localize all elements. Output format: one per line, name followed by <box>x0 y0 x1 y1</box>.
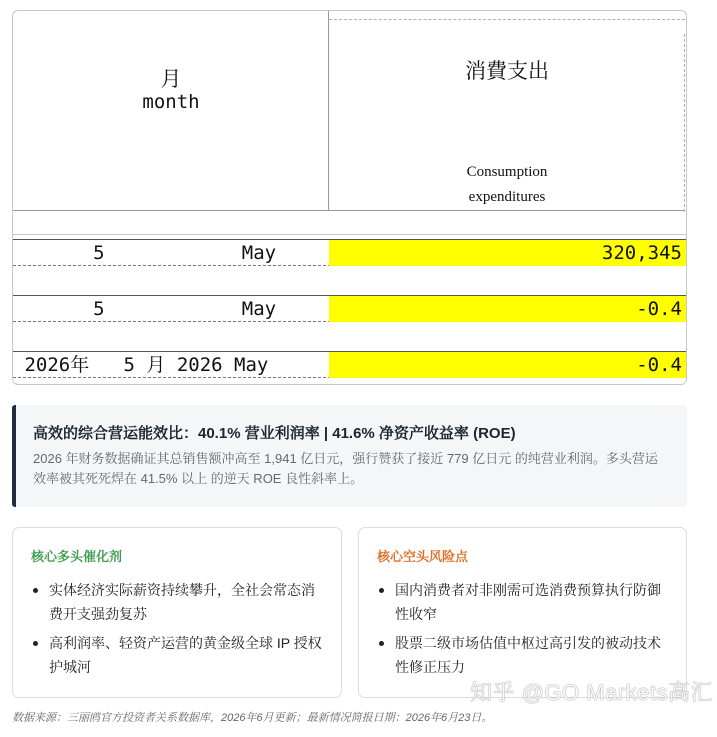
bullet-icon <box>379 641 384 646</box>
row-month-label: 5 May <box>13 298 277 320</box>
bear-list <box>377 578 668 679</box>
bull-list <box>31 578 323 679</box>
month-header-en: month <box>142 91 200 113</box>
bullet-icon <box>379 588 384 593</box>
consumption-header-en-line2: expenditures <box>468 189 546 205</box>
consumption-header-cn: 消費支出 <box>465 59 549 83</box>
bullet-icon <box>33 641 38 646</box>
headline-title: 高效的综合营运能效比：40.1% 营业利润率 | 41.6% 净资产收益率 (ROE) <box>33 425 516 442</box>
row-month-label: 2026年 5 月 2026 May <box>13 354 269 376</box>
month-header-cn: 月 <box>160 67 182 91</box>
headline-body: 2026 年财务数据确证其总销售额冲高至 1,941 亿日元，强行赞获了接近 779 亿日元 的纯营业利润。多头营运效率被其死死焊在 41.5% 以上 的逆天 ROE 良性斜率上。 <box>33 451 658 486</box>
bear-item-text: 国内消费者对非刚需可选消费预算执行防御性收窄 <box>395 582 661 622</box>
headline-summary-box <box>12 405 687 507</box>
bear-item-text: 股票二级市场估值中枢过高引发的被动技术性修正压力 <box>395 635 661 675</box>
row-month-label: 5 May <box>13 242 277 264</box>
bear-risks-card <box>358 527 687 698</box>
row-value-cell: -0.4 <box>329 352 686 378</box>
list-item <box>377 631 668 679</box>
bull-catalysts-card <box>12 527 342 698</box>
row-value-cell: -0.4 <box>329 296 686 322</box>
watermark-text: 知乎 @GO Markets高汇 <box>470 680 714 705</box>
list-item <box>31 578 323 626</box>
table-divider <box>13 234 686 235</box>
bull-item-text: 实体经济实际薪资持续攀升，全社会常态消费开支强劲复苏 <box>49 582 315 622</box>
consumption-header-cell <box>329 19 685 211</box>
table-row <box>13 295 686 322</box>
table-row <box>13 239 686 266</box>
bullet-icon <box>33 588 38 593</box>
bear-card-title: 核心空头风险点 <box>377 549 469 564</box>
table-row <box>13 351 686 378</box>
bull-card-title: 核心多头催化剂 <box>31 549 123 564</box>
list-item <box>377 578 668 626</box>
list-item <box>31 631 323 679</box>
consumption-header-en-line1: Consumption <box>466 164 548 180</box>
row-value-cell: 320,345 <box>329 240 686 266</box>
source-footnote: 数据来源：三丽鸥官方投资者关系数据库，2026年6月更新；最新情况简报日期：2026年6月23日。 <box>12 712 493 724</box>
spreadsheet-image <box>12 10 687 385</box>
bull-item-text: 高利润率、轻资产运营的黄金级全球 IP 授权护城河 <box>49 635 322 675</box>
